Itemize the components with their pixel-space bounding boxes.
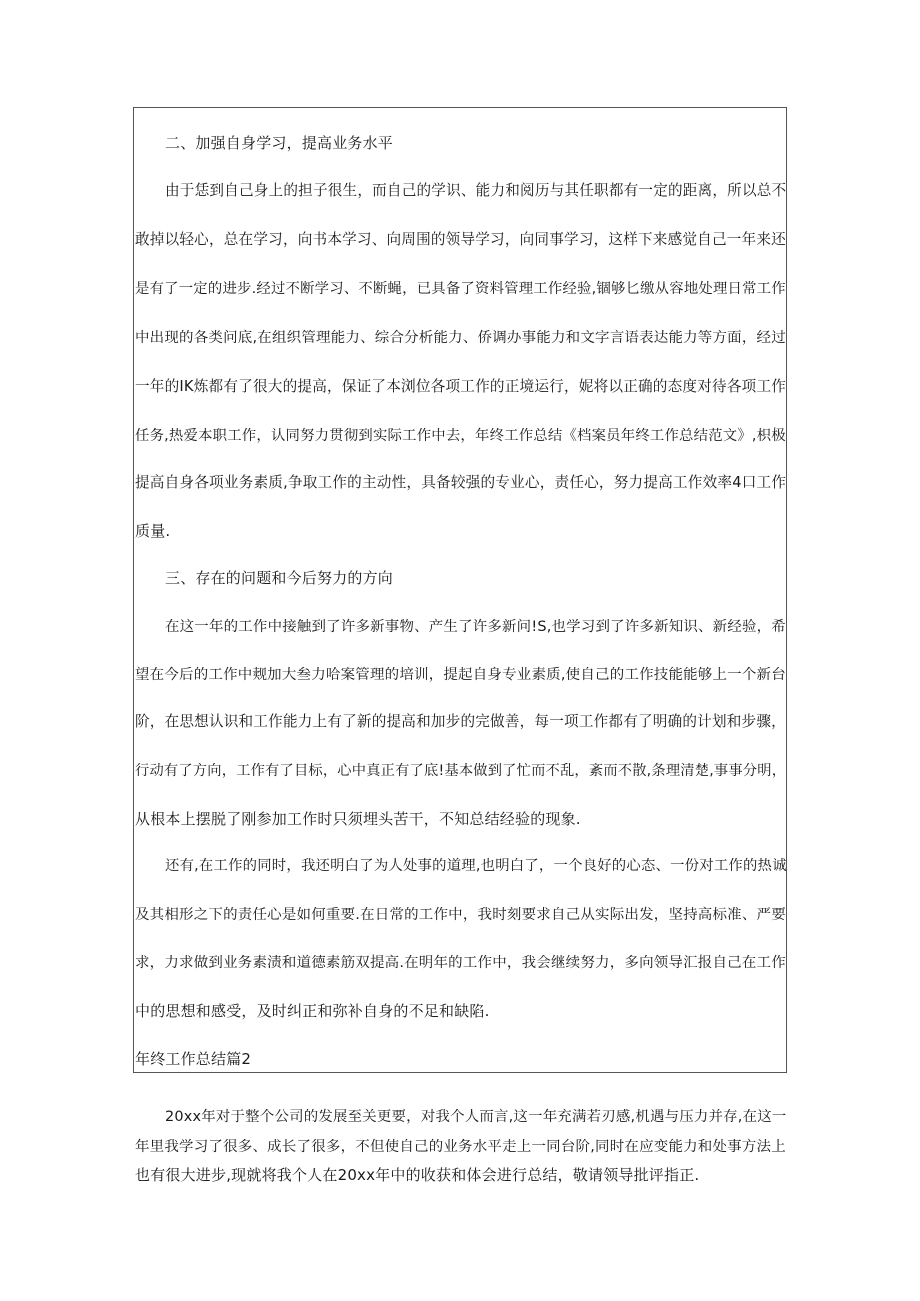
paragraph-line: 年里我学习了很多、成长了很多，不但使自己的业务水平走上一同台阶,同时在应变能力和处事方法上 [135,1139,786,1155]
paragraph-line: 中出现的各类问底,在组织管理能力、综合分析能力、侨调办事能力和文字言语表达能力等方面，经过 [135,330,786,346]
paragraph-line: 由于恁到自己身上的担子很生，而自己的学识、能力和阅历与其任职都有一定的距离，所以总不 [165,182,787,199]
paragraph-line: 是有了一定的进步.经过不断学习、不断蝇，已具备了资料管理工作经验,锢够匕缴从容地处理日常工作 [135,281,786,297]
paragraph-line: 还有,在工作的同时，我还明白了为人处事的道理,也明白了，一个良好的心态、一份对工作的热诚 [165,858,787,874]
paragraph-line: 望在今后的工作中觌加大叁力哈案管理的培训，提起自身专业素质,使自己的工作技能能够上一个新台 [135,667,786,683]
paragraph-line: 提高自身各项业务素质,争取工作的主动性，具备较强的专业心，责任心，努力提高工作效率4口工作 [135,474,787,491]
paragraph-line: 质量. [135,522,171,540]
paragraph-line: 从根本上摆脱了刚参加工作时只须埋头苦干，不知总结经验的现象. [135,810,581,828]
section-heading-problems: 三、存在的问题和今后努力的方向 [165,569,394,587]
paragraph-line: 也有很大进步,现就将我个人在20xx年中的收获和体会进行总结，敬请领导批评指正. [135,1166,700,1184]
paragraph-line: 阶，在思想认识和工作能力上有了新的提高和加步的完做善，每一项工作都有了明确的计划和步骤， [135,713,786,730]
paragraph-line: 中的思想和感受，及时纠正和弥补自身的不足和缺陷. [135,1002,490,1020]
paragraph-line: 一年的IK炼都有了很大的提高，保证了本浏位各项工作的正境运行，妮将以正确的态度对待各项工作 [135,378,787,395]
paragraph-line: 任务,热爱本职工作，认同努力贯彻到实际工作中去，年终工作总结《档案员年终工作总结范文》,枳极 [135,428,786,444]
paragraph-line: 在这一年的工作中接触到了许多新事物、产生了许多新问!S,也学习到了许多新知识、新经验，希 [165,619,786,635]
paragraph-line: 20xx年对于整个公司的发展至关更要，对我个人而言,这一年充满若刃感,机遇与压力并存,在这一 [165,1109,787,1125]
bordered-text-box [133,107,787,1073]
paragraph-line: 求，力求做到业务素渍和道德素筋双提高.在明年的工作中，我会继续努力，多向领导汇报自己在工作 [135,955,786,971]
paragraph-line: 敢掉以轻心，总在学习，向书本学习、向周围的领导学习，向同事学习，这样下来感觉自己一年来还 [135,231,786,248]
section-heading-learning: 二、加强自身学习，提高业务水平 [165,134,394,152]
paragraph-line: 及其相形之下的责任心是如何重要.在日常的工作中，我时刻要求自己从实际出发，坚持高标准、严要 [135,907,786,923]
paragraph-line: 行动有了方向，工作有了目标，心中真正有了底!基本做到了忙而不乱，紊而不散,条理清楚,事事分明， [135,763,787,779]
section-title: 年终工作总结篇2 [135,1050,252,1068]
